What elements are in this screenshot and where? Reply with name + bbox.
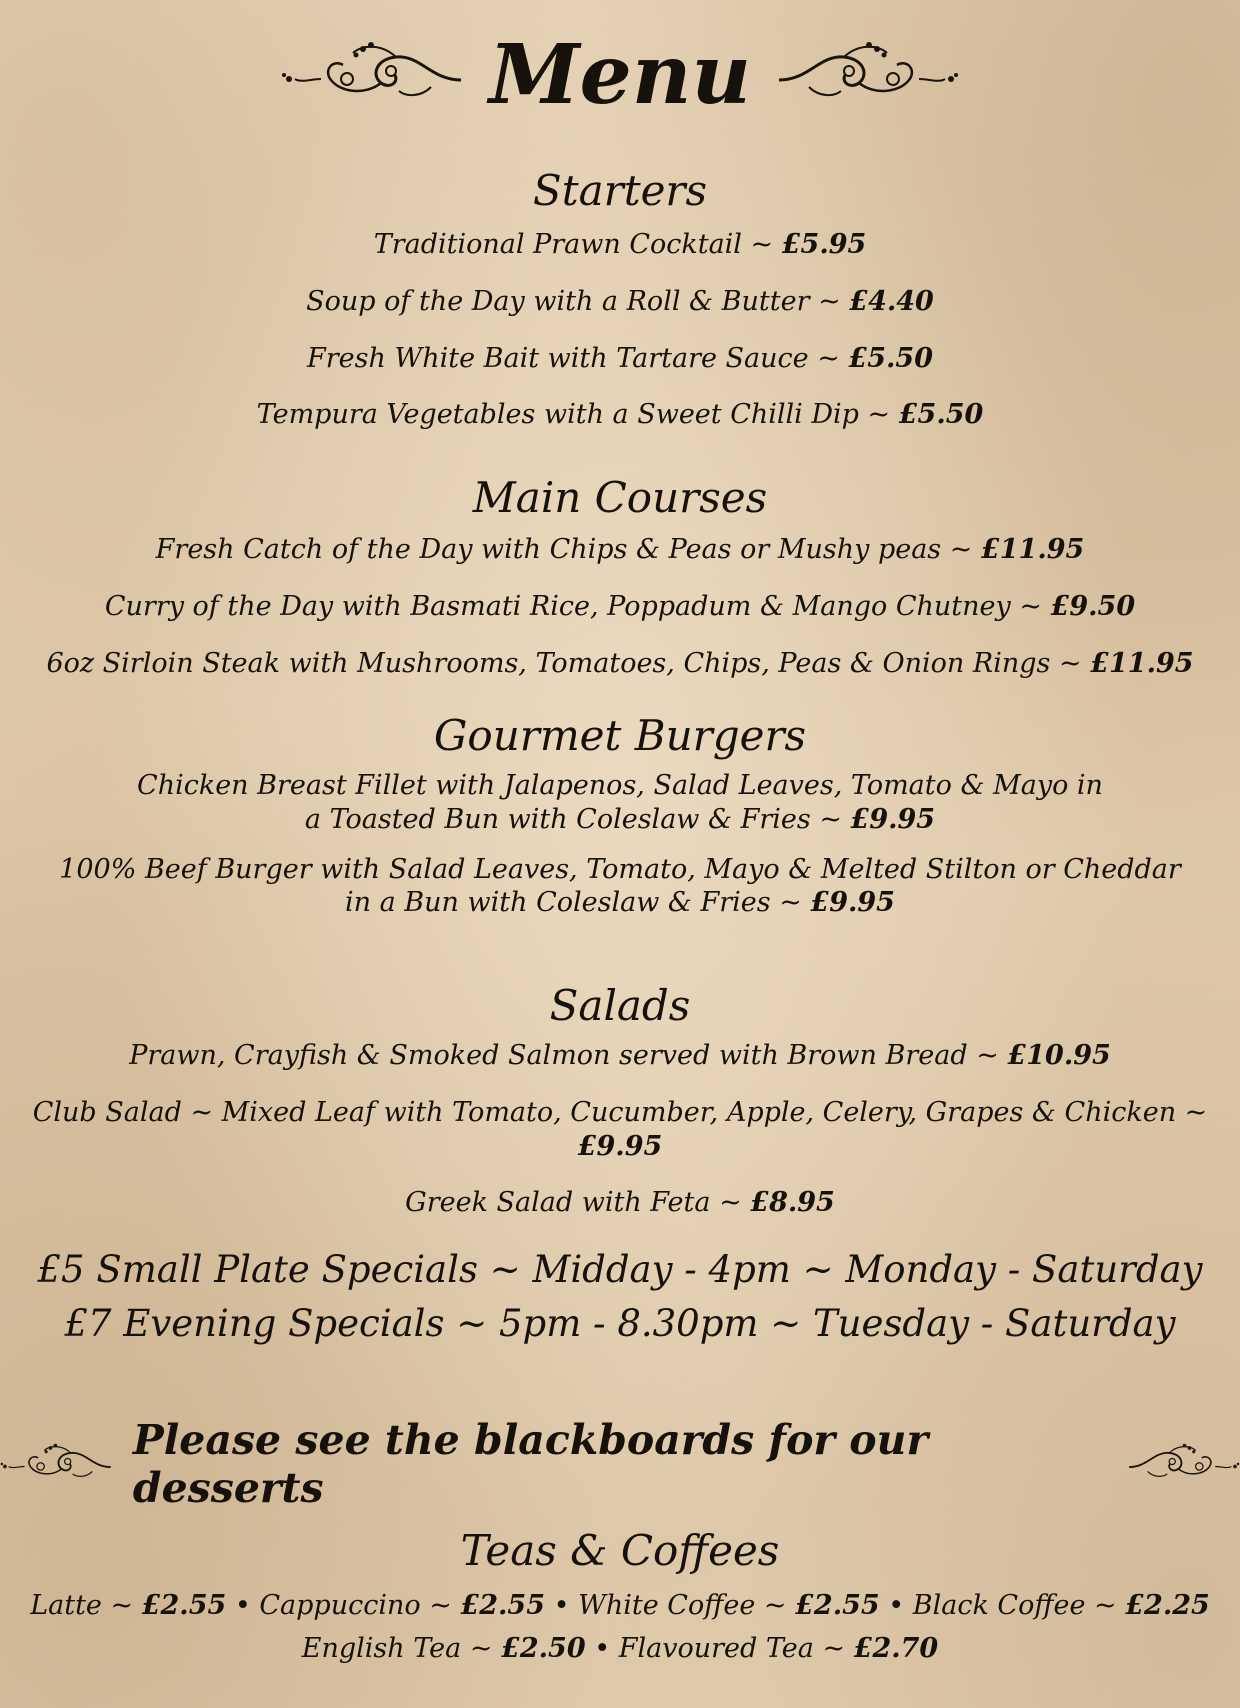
- drink-item: Latte ~ £2.55: [30, 1590, 227, 1621]
- salads-section: [0, 981, 1240, 1220]
- menu-item: 6oz Sirloin Steak with Mushrooms, Tomatoes, Chips, Peas & Onion Rings ~ £11.95: [46, 647, 1194, 679]
- section-heading: Teas & Coffees: [460, 1526, 780, 1575]
- drink-item: English Tea ~ £2.50: [301, 1633, 586, 1665]
- menu-item: Tempura Vegetables with a Sweet Chilli Dip ~ £5.50: [256, 399, 984, 431]
- starters-section: [0, 166, 1240, 432]
- price: £9.95: [810, 887, 895, 919]
- menu-item: Traditional Prawn Cocktail ~ £5.95: [373, 229, 867, 260]
- drink-item: Cappuccino ~ £2.55: [259, 1590, 545, 1621]
- price: £8.95: [750, 1187, 835, 1219]
- price: £5.50: [898, 399, 984, 431]
- menu-item: Fresh Catch of the Day with Chips & Peas or Mushy peas ~ £11.95: [155, 534, 1085, 565]
- drinks-section: [0, 1526, 1240, 1670]
- menu-item: Greek Salad with Feta ~ £8.95: [405, 1187, 835, 1219]
- menu-item: Chicken Breast Fillet with Jalapenos, Salad Leaves, Tomato & Mayo in a Toasted Bun with Coleslaw & Fries ~ £9.95: [137, 770, 1103, 835]
- page-title: Menu: [488, 27, 752, 123]
- flourish-small-right-icon: [1123, 1439, 1240, 1489]
- menu-item: 100% Beef Burger with Salad Leaves, Tomato, Mayo & Melted Stilton or Cheddar in a Bun with Coleslaw & Fries ~ £9.95: [59, 853, 1181, 919]
- menu-item: Fresh White Bait with Tartare Sauce ~ £5.50: [307, 342, 933, 374]
- price: £9.50: [1050, 590, 1136, 622]
- price: £9.95: [577, 1130, 663, 1162]
- flourish-right-icon: [769, 35, 959, 115]
- burgers-section: [0, 711, 1240, 920]
- dessert-note: Please see the blackboards for our desserts: [132, 1416, 929, 1512]
- section-heading: Gourmet Burgers: [433, 711, 807, 760]
- dessert-note-row: [0, 1416, 1240, 1512]
- flourish-left-icon: [281, 35, 471, 115]
- flourish-small-left-icon: [0, 1439, 117, 1489]
- drink-item: Flavoured Tea ~ £2.70: [618, 1633, 939, 1665]
- price: £11.95: [980, 534, 1085, 565]
- special-line: £5 Small Plate Specials ~ Midday - 4pm ~ Monday - Saturday: [37, 1248, 1203, 1291]
- section-heading: Main Courses: [472, 473, 768, 522]
- mains-section: [0, 473, 1240, 680]
- menu-item: Curry of the Day with Basmati Rice, Poppadum & Mango Chutney ~ £9.50: [104, 590, 1136, 622]
- drink-item: Black Coffee ~ £2.25: [912, 1590, 1210, 1621]
- special-line: £7 Evening Specials ~ 5pm - 8.30pm ~ Tuesday - Saturday: [64, 1302, 1176, 1346]
- menu-item: Club Salad ~ Mixed Leaf with Tomato, Cucumber, Apple, Celery, Grapes & Chicken ~ £9.95: [32, 1096, 1208, 1162]
- specials-section: [0, 1248, 1240, 1347]
- section-heading: Salads: [549, 981, 691, 1030]
- section-heading: Starters: [532, 166, 708, 215]
- drinks-line: English Tea ~ £2.50 • Flavoured Tea ~ £2.70: [301, 1633, 939, 1665]
- menu-item: Soup of the Day with a Roll & Butter ~ £4.40: [306, 285, 934, 317]
- drink-item: White Coffee ~ £2.55: [578, 1590, 880, 1621]
- menu-item: Prawn, Crayfish & Smoked Salmon served with Brown Bread ~ £10.95: [129, 1040, 1111, 1071]
- price: £5.50: [848, 342, 933, 374]
- price: £10.95: [1007, 1040, 1111, 1071]
- price: £4.40: [849, 285, 934, 317]
- price: £9.95: [850, 803, 936, 835]
- drinks-line: Latte ~ £2.55 • Cappuccino ~ £2.55 • White Coffee ~ £2.55 • Black Coffee ~ £2.25: [30, 1590, 1210, 1621]
- price: £5.95: [781, 229, 867, 260]
- title-row: [0, 27, 1240, 123]
- price: £11.95: [1090, 647, 1194, 679]
